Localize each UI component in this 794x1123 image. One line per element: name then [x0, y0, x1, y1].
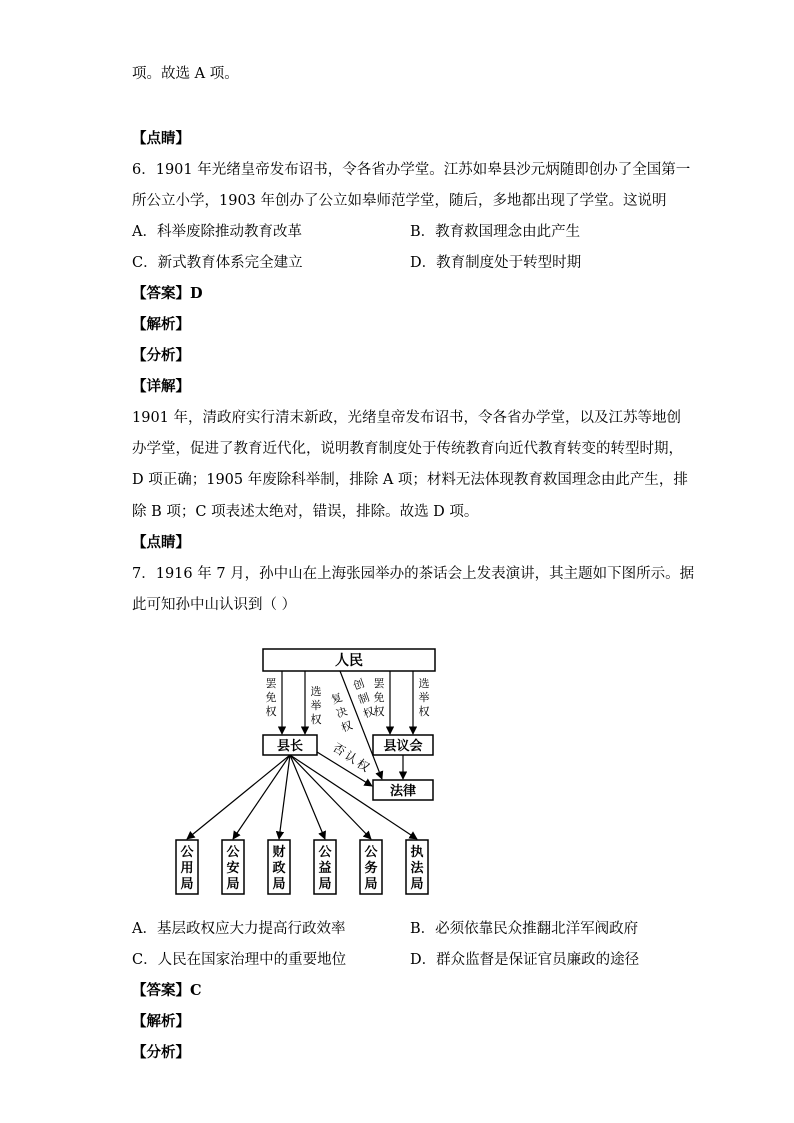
q7-option-a: A．基层政权应大力提高行政效率	[132, 921, 346, 937]
q6-detail-line-2: 办学堂，促进了教育近代化，说明教育制度处于传统教育向近代教育转变的转型时期，	[132, 441, 683, 457]
bureau-label: 财政局	[272, 845, 286, 892]
bureau-label: 执法局	[410, 845, 424, 892]
veto-label-1: 否	[330, 740, 348, 759]
q6-detail-line-3: D 项正确；1905 年废除科举制，排除 A 项；材料无法体现教育救国理念由此产生，排	[132, 472, 688, 488]
q7-stem-line-1: 7．1916 年 7 月，孙中山在上海张园举办的茶话会上发表演讲，其主题如下图所示。据	[132, 566, 695, 582]
q6-jiexi-heading: 【解析】	[132, 316, 190, 333]
q6-option-b: B．教育救国理念由此产生	[410, 224, 581, 240]
referendum-label-3: 权	[339, 718, 355, 735]
q6-answer: 【答案】D	[132, 285, 203, 302]
q6-option-a: A．科举废除推动教育改革	[132, 224, 302, 240]
bureau-label: 公用局	[180, 845, 194, 892]
recall-left-label-3: 权	[265, 705, 277, 718]
recall-right-label-3: 权	[373, 705, 385, 718]
q7-option-c: C．人民在国家治理中的重要地位	[132, 952, 347, 968]
law-label: 法律	[389, 784, 417, 799]
q5-dianjing-heading: 【点睛】	[132, 130, 190, 147]
bureau-arrow	[279, 755, 290, 839]
elect-left-label-1: 选	[310, 685, 322, 698]
bureau-label: 公益局	[318, 845, 332, 892]
recall-right-label-1: 罢	[373, 677, 385, 690]
q7-jiexi-heading: 【解析】	[132, 1013, 190, 1030]
q6-fenxi-heading: 【分析】	[132, 347, 190, 364]
bureau-label: 公务局	[364, 845, 378, 892]
recall-left-label-1: 罢	[265, 677, 277, 690]
veto-label-2: 认	[342, 748, 360, 767]
q7-option-d: D．群众监督是保证官员廉政的途径	[410, 952, 640, 968]
q7-answer: 【答案】C	[132, 982, 202, 999]
q6-option-d: D．教育制度处于转型时期	[410, 255, 582, 271]
q7-fenxi-heading: 【分析】	[132, 1044, 190, 1061]
elect-right-label-2: 举	[418, 691, 430, 704]
q5-conclusion: 项。故选 A 项。	[132, 66, 239, 82]
recall-right-label-2: 免	[373, 691, 385, 704]
people-label: 人民	[335, 653, 363, 669]
initiative-label-1: 创	[351, 676, 367, 693]
q6-xiangjie-heading: 【详解】	[132, 378, 190, 395]
q6-detail-line-1: 1901 年，清政府实行清末新政，光绪皇帝发布诏书，令各省办学堂，以及江苏等地创	[132, 410, 682, 426]
initiative-label-2: 制	[356, 690, 372, 707]
q6-stem-line-2: 所公立小学，1903 年创办了公立如皋师范学堂，随后，多地都出现了学堂。这说明	[132, 193, 667, 209]
bureau-arrow	[233, 755, 290, 839]
referendum-label-1: 复	[329, 690, 345, 707]
elect-left-label-2: 举	[310, 699, 322, 712]
referendum-label-2: 决	[334, 704, 350, 721]
recall-left-label-2: 免	[265, 691, 277, 704]
bureau-arrow	[187, 755, 290, 839]
q7-stem-line-2: 此可知孙中山认识到（ ）	[132, 597, 297, 613]
veto-label-3: 权	[354, 756, 372, 775]
q6-stem-line-1: 6．1901 年光绪皇帝发布诏书，令各省办学堂。江苏如皋县沙元炳随即创办了全国第一	[132, 162, 691, 178]
elect-right-label-1: 选	[418, 677, 430, 690]
bureau-label: 公安局	[226, 845, 240, 892]
bureau-boxes	[176, 840, 428, 894]
bureau-arrow	[290, 755, 325, 839]
initiative-label-3: 权	[361, 704, 377, 721]
q6-dianjing-heading: 【点睛】	[132, 534, 190, 551]
governance-diagram	[160, 640, 450, 905]
q6-detail-line-4: 除 B 项；C 项表述太绝对，错误，排除。故选 D 项。	[132, 504, 479, 520]
elect-right-label-3: 权	[418, 705, 430, 718]
elect-left-label-3: 权	[310, 713, 322, 726]
q6-option-c: C．新式教育体系完全建立	[132, 255, 303, 271]
county-head-label: 县长	[276, 739, 304, 754]
q7-option-b: B．必须依靠民众推翻北洋军阀政府	[410, 921, 639, 937]
county-council-label: 县议会	[383, 739, 423, 754]
